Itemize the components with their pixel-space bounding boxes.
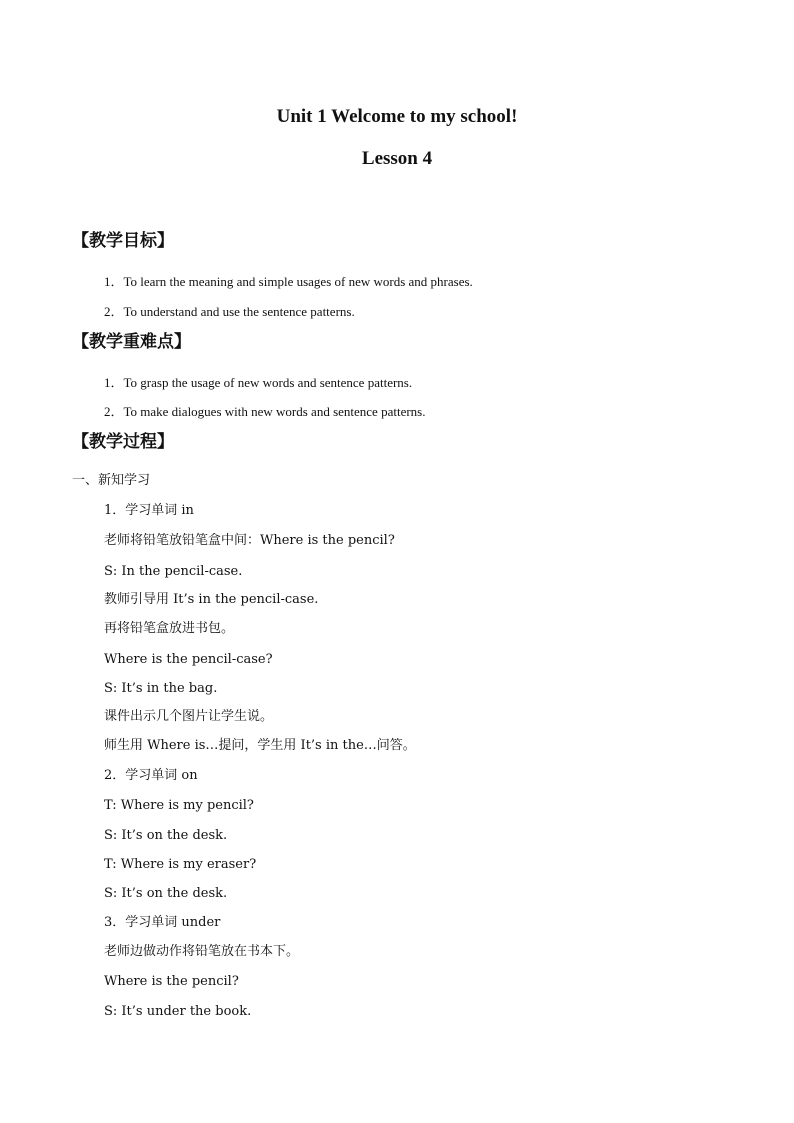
key-points-heading: 【教学重难点】 (72, 332, 191, 352)
objective-item-2: 2．To understand and use the sentence patterns. (104, 304, 355, 319)
process-line: S: In the pencil-case. (104, 564, 243, 579)
process-line: 2．学习单词 on (104, 768, 198, 783)
process-line: Where is the pencil-case? (104, 652, 273, 667)
process-line: S: It’s on the desk. (104, 828, 228, 843)
objective-item-1: 1．To learn the meaning and simple usages of new words and phrases. (104, 274, 473, 289)
process-line: T: Where is my pencil? (104, 798, 254, 813)
process-line: 课件出示几个图片让学生说。 (104, 709, 274, 724)
process-line: 老师将铅笔放铅笔盒中间：Where is the pencil? (104, 533, 395, 548)
unit-title: Unit 1 Welcome to my school! (276, 106, 518, 127)
process-line: S: It’s under the book. (104, 1004, 252, 1019)
process-line: 再将铅笔盒放进书包。 (104, 621, 235, 636)
process-line: 3．学习单词 under (104, 915, 221, 930)
process-line: S: It’s on the desk. (104, 886, 228, 901)
objectives-heading: 【教学目标】 (72, 231, 174, 251)
process-part-title: 一、新知学习 (72, 473, 151, 488)
key-point-item-1: 1．To grasp the usage of new words and sentence patterns. (104, 375, 413, 390)
process-line: 老师边做动作将铅笔放在书本下。 (104, 944, 300, 959)
process-heading: 【教学过程】 (72, 432, 174, 452)
process-line: Where is the pencil? (104, 974, 239, 989)
process-line: T: Where is my eraser? (104, 857, 257, 872)
lesson-title: Lesson 4 (361, 148, 433, 169)
process-line: 1．学习单词 in (104, 503, 194, 518)
process-line: 师生用 Where is…提问，学生用 It’s in the…问答。 (104, 738, 416, 753)
process-line: S: It’s in the bag. (104, 681, 218, 696)
key-point-item-2: 2．To make dialogues with new words and sentence patterns. (104, 404, 426, 419)
process-line: 教师引导用 It’s in the pencil-case. (104, 592, 319, 607)
